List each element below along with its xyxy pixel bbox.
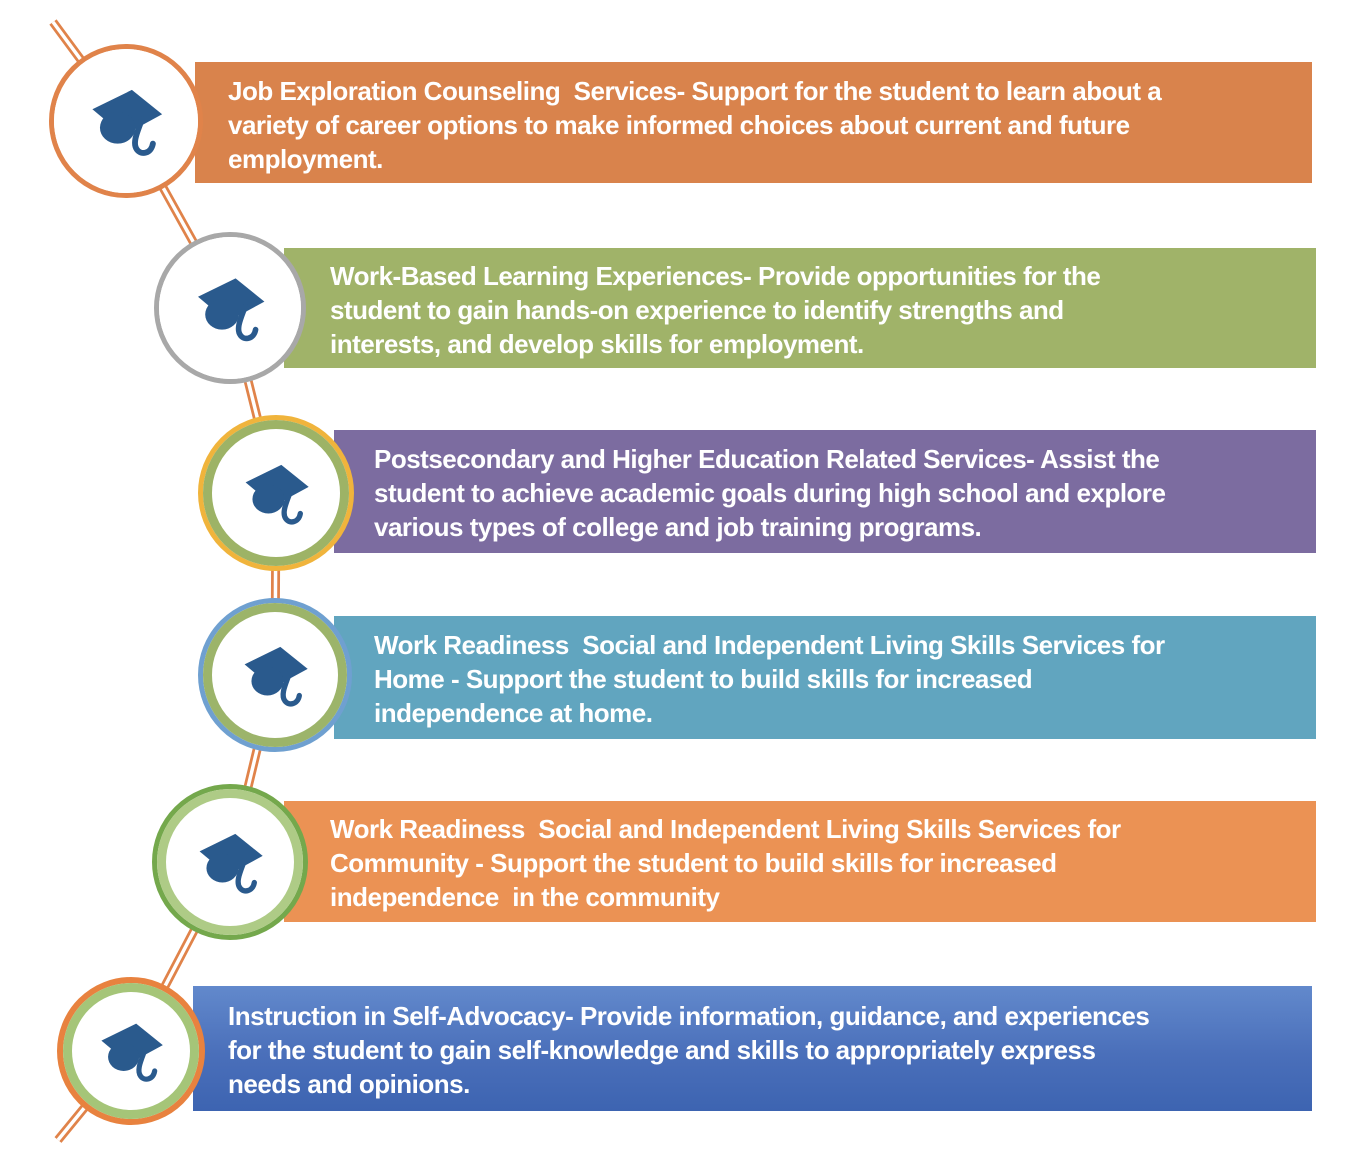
bar-postsecondary-education [334, 430, 1316, 553]
bar-text-line: Postsecondary and Higher Education Related Services- Assist the [374, 444, 1160, 474]
bar-text-line: Job Exploration Counseling Services- Support for the student to learn about a [228, 76, 1162, 106]
bar-work-readiness-home [334, 616, 1316, 739]
bar-text-line: Community - Support the student to build skills for increased [330, 848, 1057, 878]
bar-instruction-self-advocacy [193, 986, 1312, 1111]
milestone-circle-4 [198, 598, 352, 752]
circle-inner-ring [157, 789, 303, 935]
graduation-cap-icon [237, 637, 313, 713]
bar-text-line: employment. [228, 144, 383, 174]
graduation-cap-icon [192, 824, 268, 900]
circle-inner-ring [54, 49, 198, 193]
bar-text-line: variety of career options to make informed choices about current and future [228, 110, 1130, 140]
circle-inner-ring [203, 420, 349, 566]
bar-text-line: various types of college and job training programs. [374, 512, 982, 542]
bar-text-line: interests, and develop skills for employment. [330, 329, 864, 359]
milestone-circle-1 [49, 44, 203, 198]
bar-job-exploration [195, 62, 1312, 183]
bar-text-line: Work Readiness Social and Independent Living Skills Services for [330, 814, 1121, 844]
circle-inner-ring [203, 603, 347, 747]
graduation-cap-icon [94, 1014, 168, 1088]
bar-work-based-learning [284, 248, 1316, 368]
graduation-cap-icon [190, 268, 270, 348]
bar-text-line: for the student to gain self-knowledge and skills to appropriately express [228, 1035, 1096, 1065]
bar-text-line: independence in the community [330, 882, 720, 912]
connector-gap-stroke [53, 22, 276, 1140]
bar-text-line: Work-Based Learning Experiences- Provide opportunities for the [330, 261, 1101, 291]
bar-text-line: student to achieve academic goals during high school and explore [374, 478, 1166, 508]
bar-text-line: Instruction in Self-Advocacy- Provide information, guidance, and experiences [228, 1001, 1150, 1031]
graduation-cap-icon [84, 79, 168, 163]
bar-text-line: Home - Support the student to build skills for increased [374, 664, 1033, 694]
milestone-circle-6 [57, 977, 205, 1125]
bar-text-line: Work Readiness Social and Independent Living Skills Services for [374, 630, 1165, 660]
milestone-circle-2 [154, 232, 306, 384]
bar-text-line: independence at home. [374, 698, 653, 728]
circle-inner-ring [159, 237, 301, 379]
bar-text-line: student to gain hands-on experience to identify strengths and [330, 295, 1064, 325]
bar-work-readiness-community [284, 801, 1316, 922]
circle-inner-ring [63, 983, 199, 1119]
graduation-cap-icon [238, 455, 314, 531]
milestone-circle-3 [198, 415, 354, 571]
milestone-circle-5 [152, 784, 308, 940]
bar-text-line: needs and opinions. [228, 1069, 470, 1099]
